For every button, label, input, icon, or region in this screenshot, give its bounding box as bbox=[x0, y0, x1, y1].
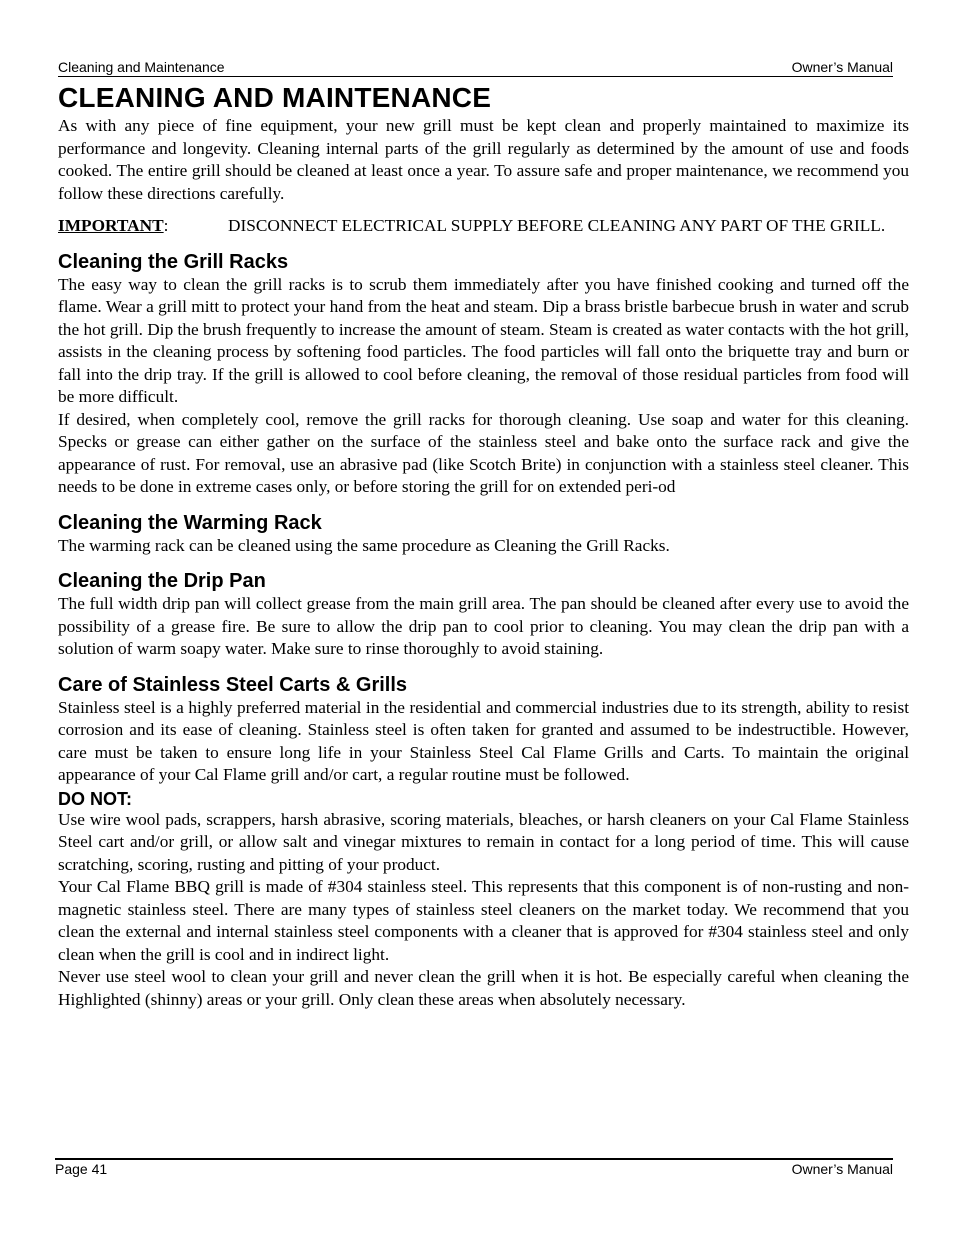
intro-paragraph: As with any piece of fine equipment, your new grill must be kept clean and properly maintained to maximize its performance and longevity. Cleaning internal parts of the grill regularly as determined by the amount of use and foods cooked. The entire grill should be cleaned at least once a year. To assure safe and proper maintenance, we recommend you follow these directions carefully. bbox=[58, 116, 909, 203]
do-not-paragraph: Use wire wool pads, scrappers, harsh abrasive, scoring materials, bleaches, or harsh cleaners on your Cal Flame Stainless Steel cart and/or grill, or allow salt and vinegar mixtures to remain in contact for a long period of time. This will cause scratching, scoring, rusting and pitting of your product. bbox=[58, 809, 909, 874]
grill-racks-paragraph-2: If desired, when completely cool, remove the grill racks for thorough cleaning. Use soap and water for this cleaning. Specks or grease can either gather on the surface of the stainless steel and bake onto the surface rack and give the appearance of rust. For removal, use an abrasive pad (like Scotch Brite) in conjunction with a stainless steel cleaner. This needs to be done in extreme cases only, or before storing the grill for on extended peri-od bbox=[58, 409, 909, 496]
important-colon: : bbox=[163, 216, 169, 235]
heading-stainless-steel: Care of Stainless Steel Carts & Grills bbox=[58, 673, 408, 696]
important-label-text: IMPORTANT bbox=[58, 216, 164, 235]
header-manual-name: Owner’s Manual bbox=[791, 59, 893, 75]
heading-grill-racks: Cleaning the Grill Racks bbox=[58, 250, 289, 273]
page-title: CLEANING AND MAINTENANCE bbox=[58, 82, 492, 113]
heading-warming-rack: Cleaning the Warming Rack bbox=[58, 511, 322, 534]
running-header bbox=[58, 58, 893, 77]
grill-racks-paragraph-1: The easy way to clean the grill racks is to scrub them immediately after you have finished cooking and turned off the flame. Wear a grill mitt to protect your hand from the heat and steam. Dip a brass bristle barbecue brush in water and scrub the hot grill. Dip the brush frequently to increase the amount of steam. Steam is created as water contacts with the hot grill, assists in the cleaning process by softening food particles. The food particles will fall onto the briquette tray and burn or fall into the drip tray. If the grill is allowed to cool before cleaning, the removal of those residual particles from food will be more difficult. bbox=[58, 274, 909, 406]
important-text: DISCONNECT ELECTRICAL SUPPLY BEFORE CLEANING ANY PART OF THE GRILL. bbox=[228, 216, 886, 235]
running-footer bbox=[55, 1161, 893, 1181]
warming-rack-paragraph: The warming rack can be cleaned using the same procedure as Cleaning the Grill Racks. bbox=[58, 535, 670, 555]
header-section-name: Cleaning and Maintenance bbox=[58, 59, 225, 75]
important-label bbox=[58, 215, 228, 238]
stainless-paragraph-steel-wool: Never use steel wool to clean your grill and never clean the grill when it is hot. Be especially careful when cleaning the Highlighted (shinny) areas or your grill. Only clean these areas when absolutely necessary. bbox=[58, 967, 909, 1009]
heading-do-not: DO NOT: bbox=[58, 788, 132, 809]
footer-rule bbox=[55, 1158, 893, 1160]
manual-page bbox=[55, 0, 909, 1235]
stainless-paragraph-1: Stainless steel is a highly preferred material in the residential and commercial industries due to its strength, ability to resist corrosion and its ease of cleaning. Stainless steel is often taken for granted and assumed to be indestructible. However, care must be taken to ensure long life in your Stainless Steel Cal Flame Grills and Carts. To maintain the original appearance of your Cal Flame grill and/or cart, a regular routine must be followed. bbox=[58, 697, 909, 784]
important-notice bbox=[58, 215, 909, 238]
stainless-paragraph-304: Your Cal Flame BBQ grill is made of #304 stainless steel. This represents that this component is of non-rusting and non-magnetic stainless steel. There are many types of stainless steel cleaners on the market today. We recommend that you clean the external and internal stainless steel components with a cleaner that is approved for #304 stainless steel and only clean when the grill is cool and in indirect light. bbox=[58, 877, 909, 964]
page-number: Page 41 bbox=[55, 1161, 108, 1177]
drip-pan-paragraph: The full width drip pan will collect grease from the main grill area. The pan should be cleaned after every use to avoid the possibility of a grease fire. Be sure to allow the drip pan to cool prior to cleaning. You may clean the drip pan with a solution of warm soapy water. Make sure to rinse thoroughly to avoid staining. bbox=[58, 594, 909, 658]
page-content bbox=[58, 81, 909, 1011]
heading-drip-pan: Cleaning the Drip Pan bbox=[58, 570, 266, 592]
footer-manual-name: Owner’s Manual bbox=[791, 1161, 893, 1177]
